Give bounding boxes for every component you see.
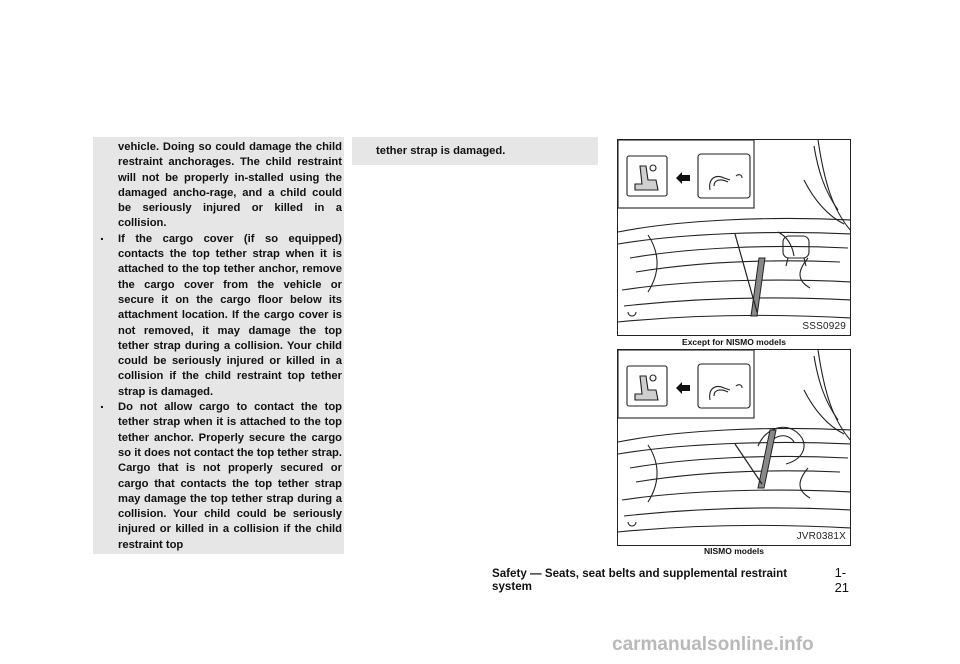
page-number: 1-21 <box>834 565 850 595</box>
warning-column-continued <box>358 144 596 159</box>
cargo-area-illustration <box>618 140 851 336</box>
cargo-area-illustration <box>618 350 851 546</box>
warning-bullet-cargo-contact: . Do not allow cargo to contact the top tether strap when it is attached to the top tether anchor. Properly secure the cargo so it does not contact the top tether strap. Cargo that is not properly secured or cargo that contacts the top tether strap may damage the top tether strap during a collision. Your child could be seriously injured or killed in a collision if the child restraint top <box>118 400 342 553</box>
figure-tether-anchor-standard <box>617 139 851 336</box>
footer-section-title: Safety — Seats, seat belts and supplemental restraint system <box>492 567 788 593</box>
figure-caption: NISMO models <box>704 546 764 556</box>
figure-caption: Except for NISMO models <box>682 337 786 347</box>
warning-bullet-cargo-cover: . If the cargo cover (if so equipped) contacts the top tether strap when it is attached to the top tether anchor, remove the cargo cover from the vehicle or secure it on the cargo floor below its attachment location. If the cargo cover is not removed, it may damage the top tether strap during a collision. Your child could be seriously injured or killed in a collision if the child restraint top tether strap is damaged. <box>118 232 342 400</box>
warning-continued-text: tether strap is damaged. <box>376 145 506 157</box>
warning-continuation-text: vehicle. Doing so could damage the child restraint anchorages. The child restraint will not be properly in-stalled using the damaged ancho-rage, and a child could be seriously injured or killed in a collision. <box>118 141 342 230</box>
figure-code: SSS0929 <box>802 321 846 332</box>
watermark: carmanualsonline.info <box>612 634 814 655</box>
page-footer <box>492 565 860 595</box>
warning-column-left <box>100 140 342 553</box>
figure-tether-anchor-nismo <box>617 349 851 546</box>
figure-code: JVR0381X <box>796 531 846 542</box>
